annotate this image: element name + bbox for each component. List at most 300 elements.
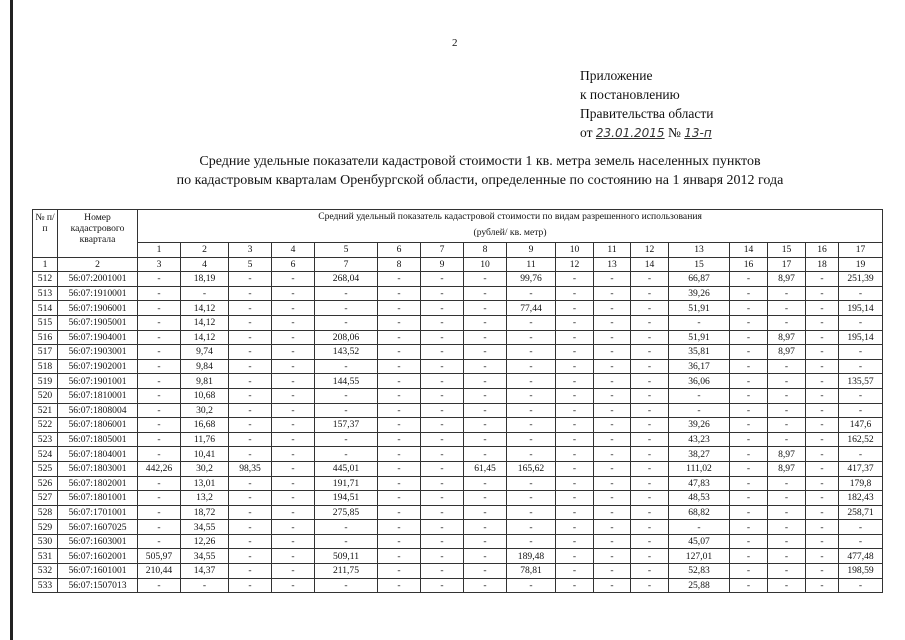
value-cell: 14,37	[181, 564, 229, 579]
value-cell: -	[421, 461, 464, 476]
value-cell: -	[229, 520, 272, 535]
table-row	[33, 388, 883, 403]
handwritten-date: 23.01.2015	[595, 126, 665, 140]
table-row	[33, 418, 883, 433]
value-cell: -	[669, 403, 730, 418]
value-cell: -	[138, 330, 181, 345]
value-cell: -	[594, 520, 631, 535]
value-cell: -	[378, 476, 421, 491]
value-cell: -	[806, 374, 839, 389]
value-cell: -	[556, 549, 594, 564]
value-cell: -	[229, 505, 272, 520]
value-cell: -	[229, 272, 272, 287]
row-number-cell: 532	[33, 564, 58, 579]
column-number-cell: 7	[315, 257, 378, 272]
value-cell: -	[594, 418, 631, 433]
value-cell: -	[138, 374, 181, 389]
value-cell: -	[421, 359, 464, 374]
table-row	[33, 432, 883, 447]
value-cell: 52,83	[669, 564, 730, 579]
value-cell: -	[806, 286, 839, 301]
value-cell: -	[464, 549, 507, 564]
value-cell: -	[272, 447, 315, 462]
value-cell: -	[378, 578, 421, 593]
value-cell: -	[556, 578, 594, 593]
cadastral-number-cell: 56:07:1904001	[58, 330, 138, 345]
row-number-cell: 522	[33, 418, 58, 433]
row-number-cell: 529	[33, 520, 58, 535]
value-cell: -	[556, 432, 594, 447]
value-cell: -	[730, 359, 768, 374]
column-number-cell: 11	[507, 257, 556, 272]
value-cell: -	[272, 359, 315, 374]
use-type-header-cell: 14	[730, 243, 768, 258]
value-cell: -	[730, 272, 768, 287]
value-cell: -	[464, 491, 507, 506]
value-cell: -	[272, 418, 315, 433]
value-cell: -	[138, 359, 181, 374]
appendix-block	[580, 66, 754, 143]
value-cell: -	[839, 578, 883, 593]
value-cell: -	[730, 447, 768, 462]
value-cell: 39,26	[669, 286, 730, 301]
value-cell: -	[378, 432, 421, 447]
value-cell: 68,82	[669, 505, 730, 520]
value-cell: -	[806, 491, 839, 506]
title-line-2: по кадастровым кварталам Оренбургской области, определенные по состоянию на 1 января 2012 года	[176, 173, 784, 188]
value-cell: -	[507, 432, 556, 447]
value-cell: -	[378, 272, 421, 287]
value-cell: -	[421, 403, 464, 418]
value-cell: -	[272, 549, 315, 564]
value-cell: -	[768, 388, 806, 403]
value-cell: -	[631, 388, 669, 403]
value-cell: -	[839, 388, 883, 403]
value-cell: -	[507, 359, 556, 374]
value-cell: -	[138, 476, 181, 491]
value-cell: -	[181, 578, 229, 593]
use-type-header-cell: 10	[556, 243, 594, 258]
value-cell: 30,2	[181, 461, 229, 476]
value-cell: -	[839, 359, 883, 374]
value-cell: -	[272, 330, 315, 345]
value-cell: 34,55	[181, 549, 229, 564]
value-cell: -	[556, 374, 594, 389]
value-cell: -	[768, 549, 806, 564]
value-cell: -	[138, 534, 181, 549]
cadastral-number-cell: 56:07:1906001	[58, 301, 138, 316]
value-cell: 505,97	[138, 549, 181, 564]
value-cell: -	[730, 374, 768, 389]
value-cell: -	[556, 286, 594, 301]
value-cell: -	[669, 520, 730, 535]
cadastral-number-cell: 56:07:1806001	[58, 418, 138, 433]
table-row	[33, 520, 883, 535]
appendix-date-line	[580, 123, 754, 143]
value-cell: -	[138, 578, 181, 593]
table-body	[33, 272, 883, 593]
value-cell: -	[730, 330, 768, 345]
row-number-cell: 533	[33, 578, 58, 593]
value-cell: -	[730, 388, 768, 403]
table-row	[33, 491, 883, 506]
value-cell: -	[421, 432, 464, 447]
value-cell: -	[464, 286, 507, 301]
value-cell: -	[464, 447, 507, 462]
value-cell: 43,23	[669, 432, 730, 447]
value-cell: -	[272, 315, 315, 330]
value-cell: -	[229, 301, 272, 316]
value-cell: -	[272, 564, 315, 579]
value-cell: -	[272, 272, 315, 287]
value-cell: 48,53	[669, 491, 730, 506]
value-cell: -	[464, 345, 507, 360]
value-cell: -	[730, 564, 768, 579]
value-cell: -	[378, 505, 421, 520]
value-cell: -	[421, 578, 464, 593]
value-cell: -	[631, 374, 669, 389]
value-cell: -	[138, 345, 181, 360]
value-cell: -	[631, 418, 669, 433]
value-cell: -	[421, 505, 464, 520]
value-cell: -	[421, 520, 464, 535]
value-cell: -	[315, 447, 378, 462]
value-cell: -	[556, 345, 594, 360]
value-cell: -	[229, 534, 272, 549]
value-cell: -	[631, 315, 669, 330]
value-cell: -	[768, 564, 806, 579]
value-cell: -	[730, 505, 768, 520]
value-cell: -	[229, 286, 272, 301]
value-cell: -	[229, 491, 272, 506]
column-number-cell: 2	[58, 257, 138, 272]
value-cell: -	[315, 286, 378, 301]
value-cell: -	[138, 301, 181, 316]
value-cell: -	[315, 315, 378, 330]
value-cell: -	[806, 388, 839, 403]
cadastral-number-cell: 56:07:1910001	[58, 286, 138, 301]
value-cell: -	[138, 447, 181, 462]
value-cell: -	[556, 403, 594, 418]
value-cell: 182,43	[839, 491, 883, 506]
value-cell: -	[631, 359, 669, 374]
value-cell: -	[507, 505, 556, 520]
value-cell: -	[272, 345, 315, 360]
value-cell: -	[138, 520, 181, 535]
value-cell: -	[378, 359, 421, 374]
value-cell: -	[229, 564, 272, 579]
use-type-header-cell: 2	[181, 243, 229, 258]
column-number-cell: 17	[768, 257, 806, 272]
cadastral-number-cell: 56:07:1507013	[58, 578, 138, 593]
value-cell: -	[507, 330, 556, 345]
cadastral-number-cell: 56:07:1804001	[58, 447, 138, 462]
table-row	[33, 374, 883, 389]
value-cell: 99,76	[507, 272, 556, 287]
header-cadastral-number: Номер кадастрового квартала	[58, 210, 138, 258]
value-cell: 477,48	[839, 549, 883, 564]
value-cell: -	[507, 315, 556, 330]
value-cell: -	[768, 505, 806, 520]
value-cell: -	[730, 432, 768, 447]
column-number-cell: 3	[138, 257, 181, 272]
table-row	[33, 461, 883, 476]
value-cell: -	[768, 476, 806, 491]
value-cell: -	[730, 534, 768, 549]
value-cell: -	[631, 403, 669, 418]
table-row	[33, 534, 883, 549]
value-cell: 211,75	[315, 564, 378, 579]
cadastral-number-cell: 56:07:1902001	[58, 359, 138, 374]
value-cell: -	[631, 491, 669, 506]
value-cell: -	[507, 520, 556, 535]
value-cell: -	[378, 345, 421, 360]
table-row	[33, 447, 883, 462]
value-cell: -	[507, 491, 556, 506]
column-number-cell: 18	[806, 257, 839, 272]
value-cell: -	[768, 315, 806, 330]
value-cell: 25,88	[669, 578, 730, 593]
value-cell: -	[378, 461, 421, 476]
value-cell: -	[806, 549, 839, 564]
value-cell: -	[556, 330, 594, 345]
value-cell: -	[631, 345, 669, 360]
value-cell: -	[839, 447, 883, 462]
cadastral-number-cell: 56:07:1602001	[58, 549, 138, 564]
value-cell: 195,14	[839, 330, 883, 345]
value-cell: 191,71	[315, 476, 378, 491]
value-cell: -	[229, 578, 272, 593]
cadastral-number-cell: 56:07:2001001	[58, 272, 138, 287]
header-group-title: Средний удельный показатель кадастровой стоимости по видам разрешенного использования	[138, 210, 883, 227]
value-cell: -	[229, 549, 272, 564]
value-cell: -	[315, 359, 378, 374]
value-cell: -	[556, 476, 594, 491]
value-cell: -	[138, 418, 181, 433]
use-type-header-cell: 12	[631, 243, 669, 258]
value-cell: -	[272, 432, 315, 447]
value-cell: -	[421, 491, 464, 506]
value-cell: -	[421, 286, 464, 301]
column-number-cell: 10	[464, 257, 507, 272]
table-row	[33, 564, 883, 579]
value-cell: 162,52	[839, 432, 883, 447]
column-number-cell: 15	[669, 257, 730, 272]
column-number-cell: 14	[631, 257, 669, 272]
row-number-cell: 525	[33, 461, 58, 476]
value-cell: -	[421, 272, 464, 287]
value-cell: -	[556, 418, 594, 433]
value-cell: -	[272, 286, 315, 301]
value-cell: -	[272, 578, 315, 593]
value-cell: -	[594, 301, 631, 316]
value-cell: 30,2	[181, 403, 229, 418]
value-cell: -	[669, 315, 730, 330]
value-cell: -	[464, 505, 507, 520]
handwritten-number: 13-п	[684, 126, 712, 140]
value-cell: 179,8	[839, 476, 883, 491]
value-cell: -	[421, 534, 464, 549]
value-cell: -	[594, 432, 631, 447]
value-cell: -	[315, 578, 378, 593]
use-type-header-cell: 3	[229, 243, 272, 258]
value-cell: -	[138, 403, 181, 418]
value-cell: -	[138, 286, 181, 301]
row-number-cell: 514	[33, 301, 58, 316]
value-cell: -	[768, 432, 806, 447]
value-cell: 258,71	[839, 505, 883, 520]
column-number-cell: 9	[421, 257, 464, 272]
row-number-cell: 520	[33, 388, 58, 403]
value-cell: -	[315, 403, 378, 418]
use-type-header-cell: 1	[138, 243, 181, 258]
value-cell: -	[806, 505, 839, 520]
value-cell: -	[768, 301, 806, 316]
value-cell: 147,6	[839, 418, 883, 433]
value-cell: -	[556, 272, 594, 287]
value-cell: 51,91	[669, 330, 730, 345]
value-cell: -	[315, 301, 378, 316]
value-cell: -	[378, 286, 421, 301]
row-number-cell: 512	[33, 272, 58, 287]
value-cell: -	[272, 301, 315, 316]
value-cell: -	[229, 403, 272, 418]
value-cell: 16,68	[181, 418, 229, 433]
value-cell: 208,06	[315, 330, 378, 345]
value-cell: -	[806, 330, 839, 345]
value-cell: -	[806, 578, 839, 593]
value-cell: -	[806, 461, 839, 476]
table-row	[33, 301, 883, 316]
cadastral-number-cell: 56:07:1803001	[58, 461, 138, 476]
table-row	[33, 476, 883, 491]
value-cell: 10,41	[181, 447, 229, 462]
value-cell: 77,44	[507, 301, 556, 316]
value-cell: -	[421, 549, 464, 564]
value-cell: 36,06	[669, 374, 730, 389]
value-cell: -	[594, 272, 631, 287]
value-cell: -	[556, 388, 594, 403]
value-cell: -	[556, 447, 594, 462]
value-cell: -	[378, 330, 421, 345]
cadastral-number-cell: 56:07:1701001	[58, 505, 138, 520]
value-cell: -	[594, 447, 631, 462]
column-number-cell: 12	[556, 257, 594, 272]
column-number-cell: 6	[272, 257, 315, 272]
column-number-cell: 16	[730, 257, 768, 272]
value-cell: -	[839, 403, 883, 418]
value-cell: -	[421, 476, 464, 491]
value-cell: -	[464, 315, 507, 330]
value-cell: -	[138, 272, 181, 287]
value-cell: -	[631, 286, 669, 301]
value-cell: -	[272, 491, 315, 506]
appendix-line-1: Приложение	[580, 68, 653, 83]
value-cell: -	[138, 505, 181, 520]
value-cell: -	[421, 447, 464, 462]
use-type-header-cell: 17	[839, 243, 883, 258]
cadastral-number-cell: 56:07:1802001	[58, 476, 138, 491]
value-cell: -	[768, 418, 806, 433]
value-cell: -	[464, 534, 507, 549]
value-cell: -	[464, 359, 507, 374]
value-cell: -	[421, 315, 464, 330]
column-number-cell: 13	[594, 257, 631, 272]
value-cell: -	[806, 534, 839, 549]
value-cell: -	[594, 564, 631, 579]
cadastral-number-cell: 56:07:1805001	[58, 432, 138, 447]
value-cell: -	[631, 534, 669, 549]
value-cell: -	[507, 286, 556, 301]
use-type-header-cell: 4	[272, 243, 315, 258]
value-cell: -	[631, 432, 669, 447]
value-cell: -	[768, 534, 806, 549]
value-cell: -	[768, 403, 806, 418]
value-cell: -	[839, 534, 883, 549]
value-cell: -	[421, 388, 464, 403]
column-number-cell: 8	[378, 257, 421, 272]
value-cell: 198,59	[839, 564, 883, 579]
cadastral-number-cell: 56:07:1601001	[58, 564, 138, 579]
value-cell: -	[594, 534, 631, 549]
value-cell: -	[594, 491, 631, 506]
table-row	[33, 505, 883, 520]
use-type-header-cell: 8	[464, 243, 507, 258]
value-cell: 165,62	[507, 461, 556, 476]
value-cell: 194,51	[315, 491, 378, 506]
value-cell: 13,2	[181, 491, 229, 506]
table-row	[33, 578, 883, 593]
date-prefix: от	[580, 125, 593, 140]
table-row	[33, 330, 883, 345]
value-cell: -	[378, 301, 421, 316]
value-cell: -	[556, 359, 594, 374]
value-cell: -	[464, 418, 507, 433]
row-number-cell: 519	[33, 374, 58, 389]
value-cell: 8,97	[768, 345, 806, 360]
row-number-cell: 526	[33, 476, 58, 491]
value-cell: 13,01	[181, 476, 229, 491]
value-cell: -	[464, 578, 507, 593]
use-type-header-cell: 11	[594, 243, 631, 258]
cadastral-value-table	[32, 209, 883, 593]
value-cell: -	[594, 345, 631, 360]
value-cell: -	[631, 447, 669, 462]
value-cell: -	[272, 403, 315, 418]
table-row	[33, 315, 883, 330]
value-cell: -	[669, 388, 730, 403]
value-cell: -	[378, 403, 421, 418]
row-number-cell: 515	[33, 315, 58, 330]
value-cell: -	[464, 520, 507, 535]
value-cell: 10,68	[181, 388, 229, 403]
value-cell: -	[138, 491, 181, 506]
row-number-cell: 518	[33, 359, 58, 374]
value-cell: 9,81	[181, 374, 229, 389]
use-type-header-cell: 6	[378, 243, 421, 258]
value-cell: -	[806, 564, 839, 579]
value-cell: 14,12	[181, 301, 229, 316]
value-cell: -	[594, 359, 631, 374]
value-cell: -	[378, 315, 421, 330]
value-cell: 34,55	[181, 520, 229, 535]
value-cell: -	[556, 461, 594, 476]
value-cell: -	[556, 491, 594, 506]
value-cell: 45,07	[669, 534, 730, 549]
value-cell: -	[181, 286, 229, 301]
value-cell: -	[315, 520, 378, 535]
cadastral-number-cell: 56:07:1903001	[58, 345, 138, 360]
